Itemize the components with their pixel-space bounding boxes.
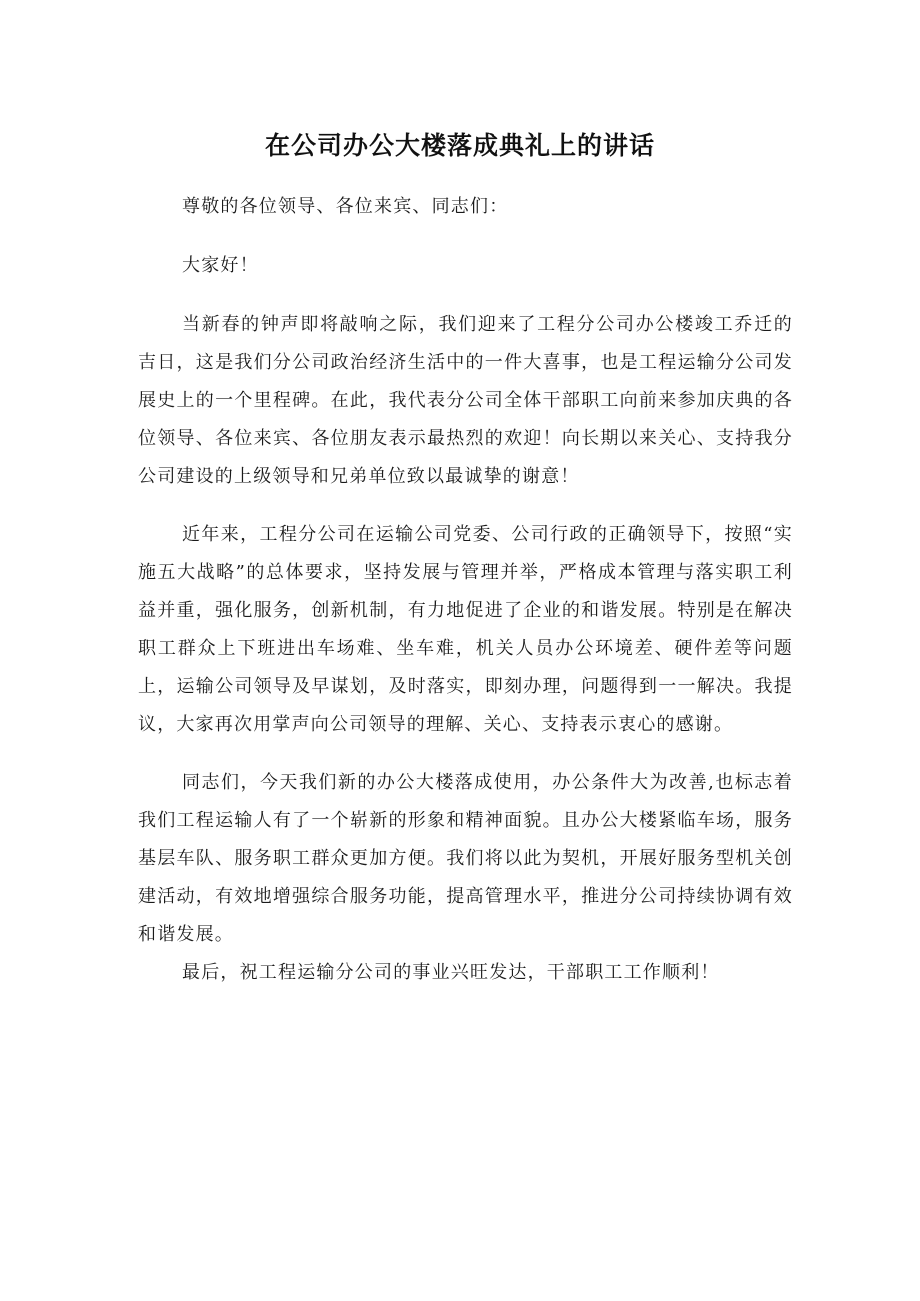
achievements-paragraph: 近年来，工程分公司在运输公司党委、公司行政的正确领导下，按照“实施五大战略”的总体要求，坚持发展与管理并举，严格成本管理与落实职工利益并重，强化服务，创新机制，有力地促进了企业的和谐发展。特别是在解决职工群众上下班进出车场难、坐车难，机关人员办公环境差、硬件差等问题上，运输公司领导及早谋划，及时落实，即刻办理，问题得到一一解决。我提议，大家再次用掌声向公司领导的理解、关心、支持表示衷心的感谢。 (138, 524, 793, 735)
salutation-paragraph: 尊敬的各位领导、各位来宾、同志们： (182, 196, 509, 217)
speech-body (138, 188, 793, 992)
new-building-paragraph: 同志们，今天我们新的办公大楼落成使用，办公条件大为改善,也标志着我们工程运输人有了一个崭新的形象和精神面貌。且办公大楼紧临车场，服务基层车队、服务职工群众更加方便。我们将以此为契机，开展好服务型机关创建活动，有效地增强综合服务功能，提高管理水平，推进分公司持续协调有效和谐发展。 (138, 772, 793, 945)
greeting-paragraph: 大家好！ (182, 255, 259, 276)
page-title: 在公司办公大楼落成典礼上的讲话 (264, 131, 655, 160)
opening-paragraph: 当新春的钟声即将敲响之际，我们迎来了工程分公司办公楼竣工乔迁的吉日，这是我们分公司政治经济生活中的一件大喜事，也是工程运输分公司发展史上的一个里程碑。在此，我代表分公司全体干部职工向前来参加庆典的各位领导、各位来宾、各位朋友表示最热烈的欢迎！向长期以来关心、支持我分公司建设的上级领导和兄弟单位致以最诚挚的谢意！ (138, 314, 793, 487)
closing-paragraph: 最后，祝工程运输分公司的事业兴旺发达，干部职工工作顺利！ (182, 962, 720, 983)
